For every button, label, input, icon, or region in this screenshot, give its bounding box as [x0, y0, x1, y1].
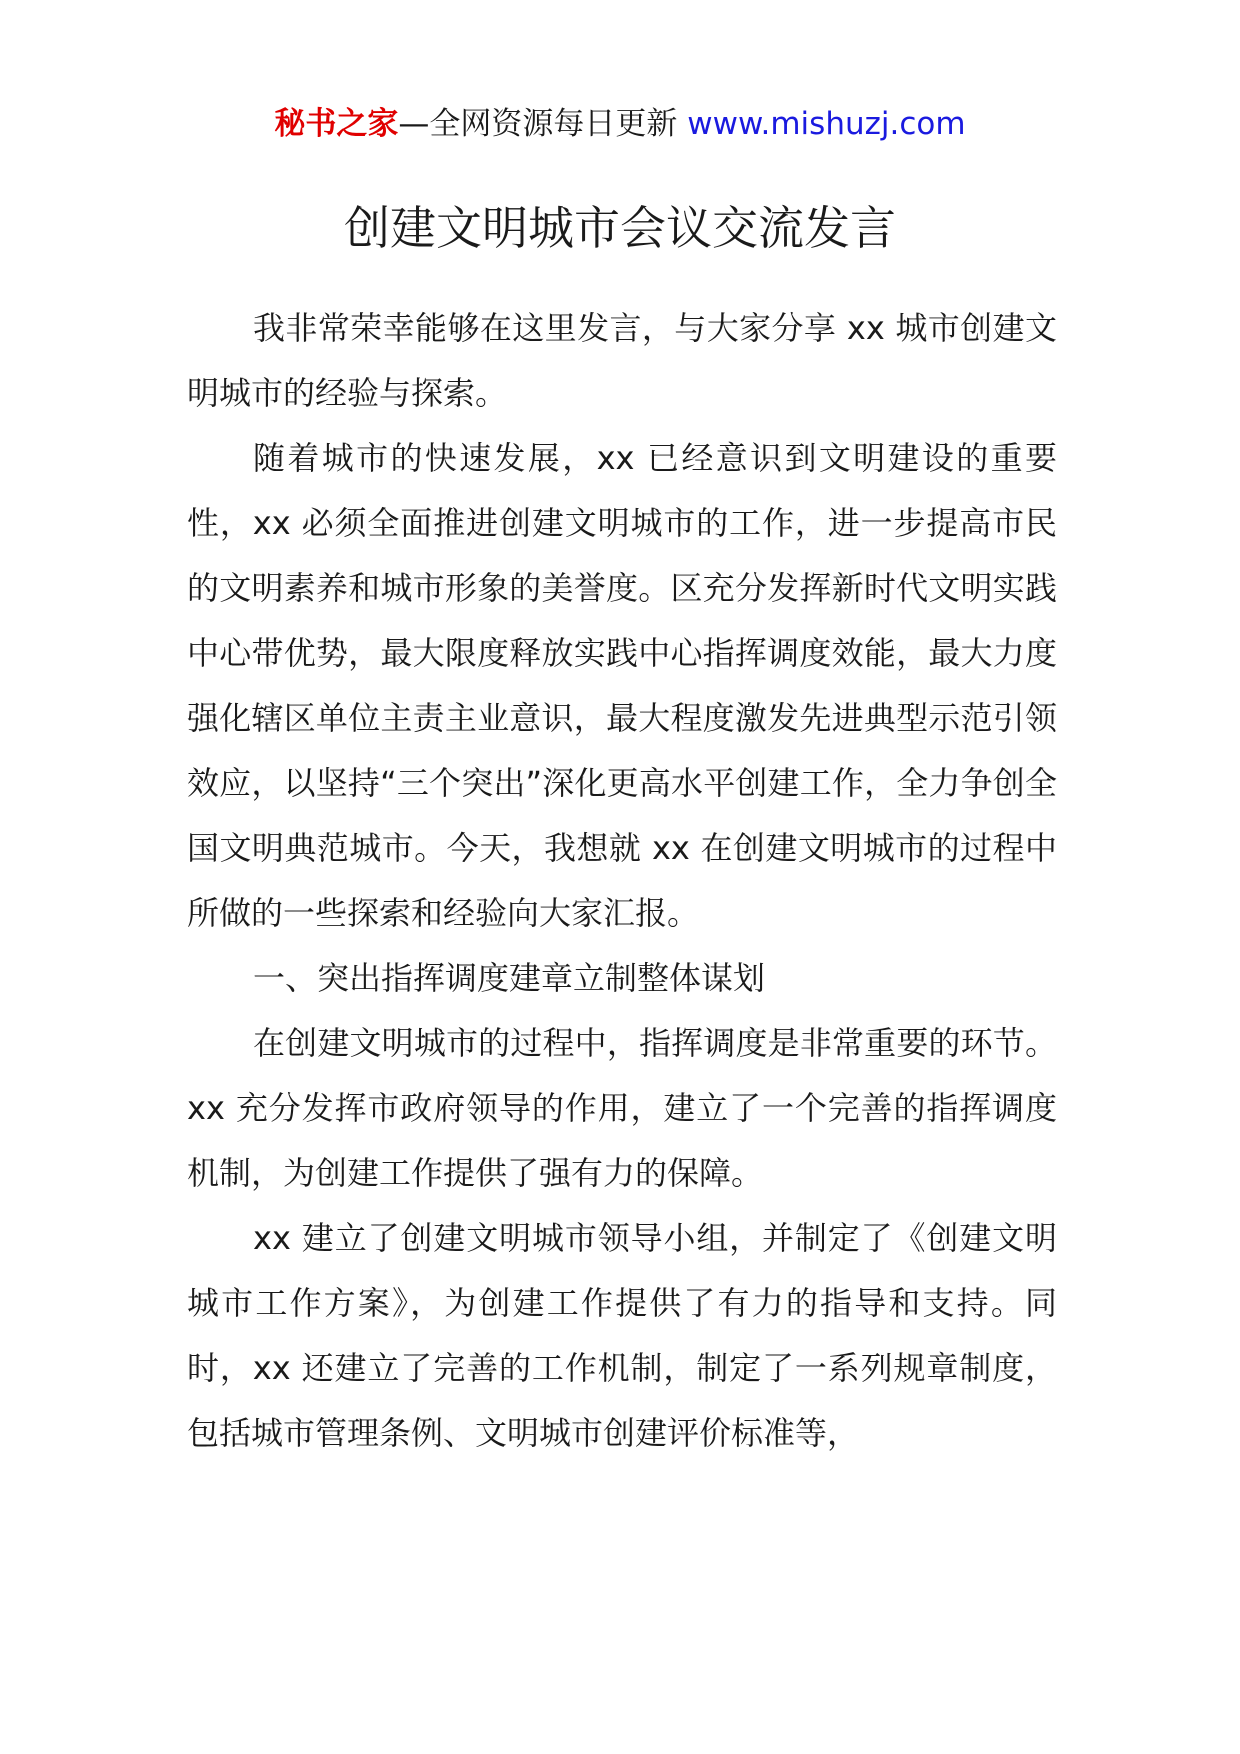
paragraph-command-dispatch: 在创建文明城市的过程中，指挥调度是非常重要的环节。xx 充分发挥市政府领导的作用，建立了一个完善的指挥调度机制，为创建工作提供了强有力的保障。 [187, 1024, 1057, 1192]
brand-name: 秘书之家 [274, 106, 399, 142]
site-url-link[interactable]: www.mishuzj.com [687, 106, 966, 142]
section-heading-1: 一、突出指挥调度建章立制整体谋划 [253, 959, 766, 997]
paragraph-leadership-group: xx 建立了创建文明城市领导小组，并制定了《创建文明城市工作方案》，为创建工作提供了有力的指导和支持。同时，xx 还建立了完善的工作机制，制定了一系列规章制度，包括城市管理条例、文明城市创建评价标准等， [187, 1219, 1057, 1452]
header-slogan: —全网资源每日更新 [398, 106, 688, 142]
site-header [0, 100, 1240, 148]
paragraph-intro: 我非常荣幸能够在这里发言，与大家分享 xx 城市创建文明城市的经验与探索。 [187, 309, 1057, 412]
paragraph-background: 随着城市的快速发展，xx 已经意识到文明建设的重要性，xx 必须全面推进创建文明城市的工作，进一步提高市民的文明素养和城市形象的美誉度。区充分发挥新时代文明实践中心带优势，最大限度释放实践中心指挥调度效能，最大力度强化辖区单位主责主业意识，最大程度激发先进典型示范引领效应，以坚持“三个突出”深化更高水平创建工作，全力争创全国文明典范城市。今天，我想就 xx 在创建文明城市的过程中所做的一些探索和经验向大家汇报。 [187, 439, 1057, 932]
document-body [187, 296, 1057, 1466]
document-title: 创建文明城市会议交流发言 [344, 201, 896, 255]
